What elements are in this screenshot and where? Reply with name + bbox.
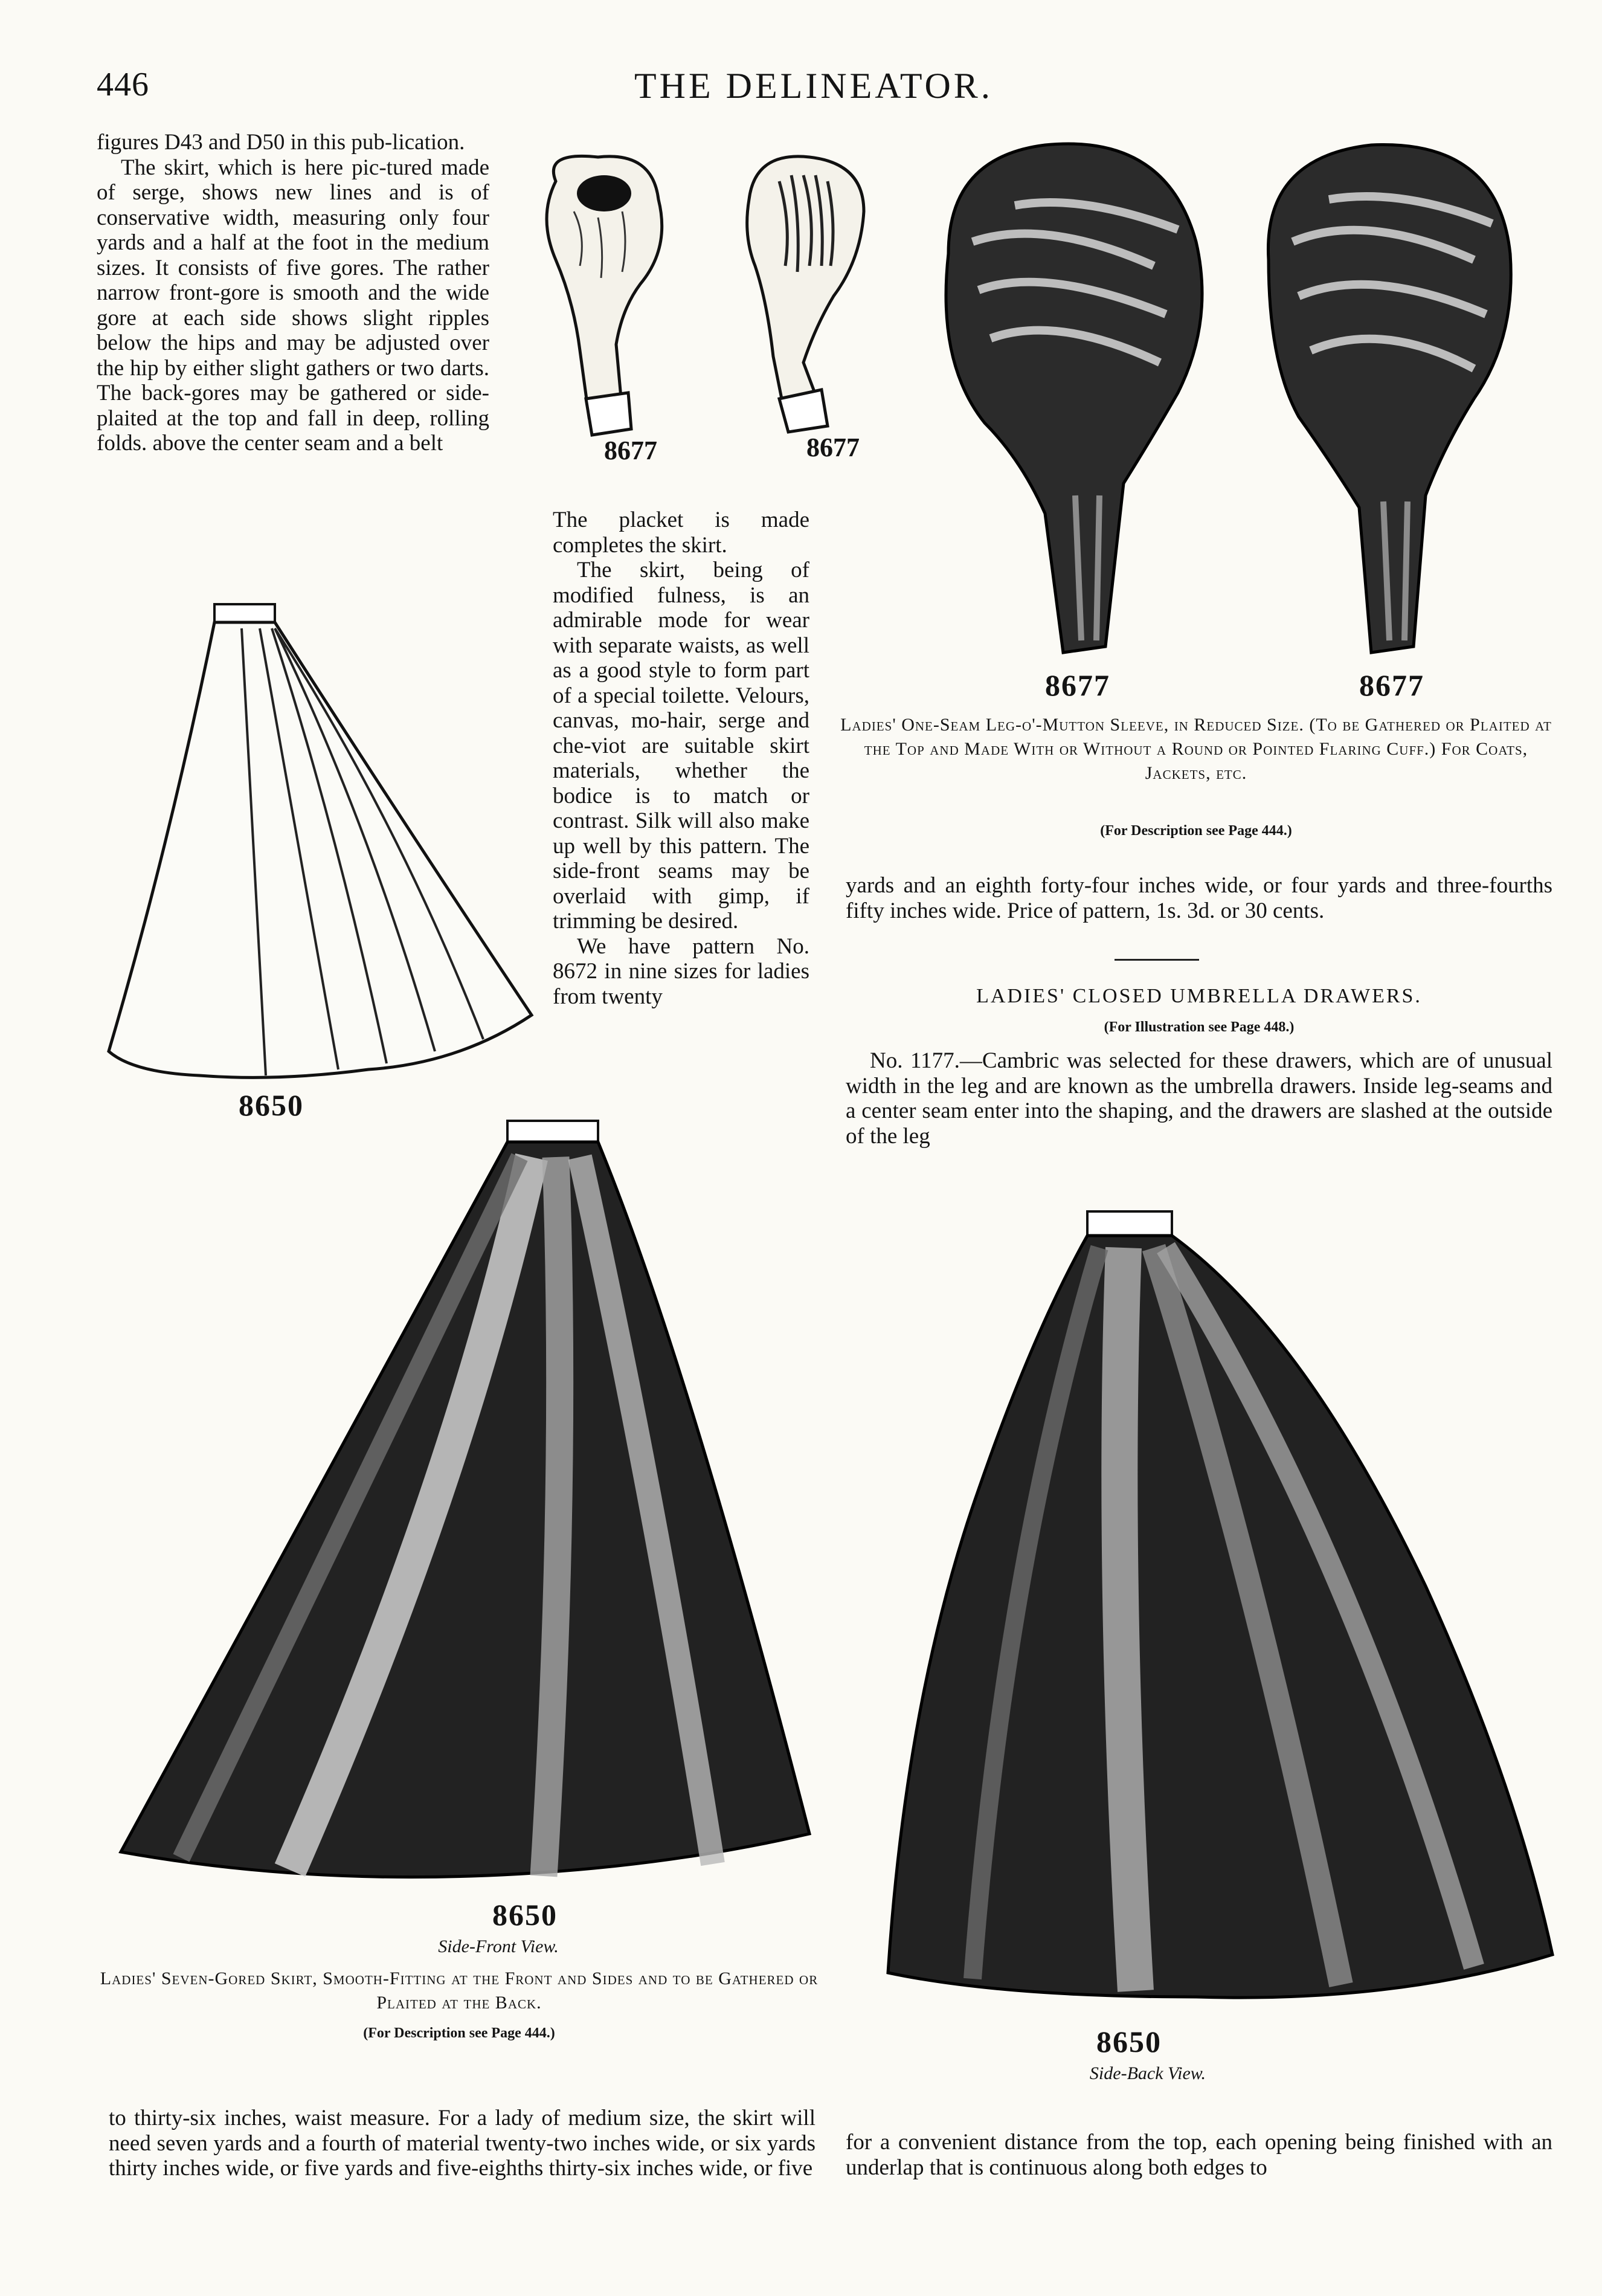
bottom-left-text: to thirty-six inches, waist measure. For a lady of medium size, the skirt will need seven yards and a fourth of material twenty-two inches wide, or six yards thirty inches wide, or five yards and five-eighths thirty-six inches wide, or five: [109, 2106, 815, 2181]
middle-paragraph-1: The placket is made completes the skirt.: [553, 508, 809, 558]
figure-label-sleeve-small-2: 8677: [806, 433, 860, 462]
figure-label-sleeve-large-2: 8677: [1359, 668, 1424, 702]
figure-label-skirt-front: 8650: [492, 1898, 558, 1932]
skirt-small-illustration: [97, 604, 550, 1094]
middle-paragraph-2: The skirt, being of modified fulness, is an admirable mode for wear with separate waists, as well as a good style to form part of a special toilette. Velours, canvas, mo-hair, serge and che-viot are suitable skirt materials, whether the bodice is to match or contrast. Silk will also make up well by this pattern. The side-front seams may be overlaid with gimp, if trimming be desired.: [553, 558, 809, 934]
left-paragraph-1: figures D43 and D50 in this pub-lication.: [97, 130, 465, 155]
sleeve-small-back-illustration: [731, 145, 876, 441]
figure-label-skirt-back: 8650: [1096, 2025, 1162, 2059]
skirt-description-ref: (For Description see Page 444.): [363, 2025, 555, 2041]
skirt-caption: Ladies' Seven-Gored Skirt, Smooth-Fitting at the Front and Sides and to be Gathered or Plaited at the Back.: [100, 1969, 819, 2013]
figure-label-skirt-small: 8650: [239, 1088, 304, 1122]
bottom-right-text: for a convenient distance from the top, each opening being finished with an underlap that is continuous along both edges to: [846, 2130, 1552, 2180]
drawers-illustration-ref: (For Illustration see Page 448.): [1104, 1019, 1295, 1035]
middle-paragraph-3: We have pattern No. 8672 in nine sizes for ladies from twenty: [553, 934, 809, 1009]
skirt-front-view-label: Side-Front View.: [438, 1936, 559, 1956]
section-divider: [1115, 959, 1199, 961]
figure-label-sleeve-large-1: 8677: [1045, 668, 1110, 702]
skirt-back-illustration: [882, 1211, 1559, 2003]
drawers-body: No. 1177.—Cambric was selected for these drawers, which are of unusual width in the leg and are known as the umbrella drawers. Inside leg-seams and a center seam enter into the shaping, and the drawers are slashed at the outside of the leg: [846, 1048, 1552, 1149]
left-column: [97, 130, 489, 456]
page-title: THE DELINEATOR.: [634, 66, 993, 106]
right-column: [846, 873, 1552, 923]
sleeve-large-front-illustration: [924, 121, 1214, 665]
sleeve-caption: Ladies' One-Seam Leg-o'-Mutton Sleeve, in Reduced Size. (To be Gathered or Plaited at the Top and Made With or Without a Round or Pointed Flaring Cuff.) For Coats, Jackets, etc.: [840, 715, 1552, 783]
sleeve-description-ref: (For Description see Page 444.): [1100, 823, 1292, 839]
sleeve-small-front-illustration: [532, 145, 677, 441]
middle-column: [553, 508, 809, 1009]
right-paragraph-1: yards and an eighth forty-four inches wide, or four yards and three-fourths fifty inches wide. Price of pattern, 1s. 3d. or 30 cents.: [846, 873, 1552, 923]
figure-label-sleeve-small-1: 8677: [604, 436, 657, 465]
page-number: 446: [97, 66, 149, 103]
left-paragraph-2: The skirt, which is here pic-tured made of serge, shows new lines and is of conservative width, measuring only four yards and a half at the foot in the medium sizes. It consists of five gores. The rather narrow front-gore is smooth and the wide gore at each side shows slight ripples below the hips and may be adjusted over the hip by either slight gathers or two darts. The back-gores may be gathered or side-plaited at the top and fall in deep, rolling folds. above the center seam and a belt: [97, 155, 489, 456]
sleeve-large-back-illustration: [1244, 121, 1522, 665]
drawers-heading: LADIES' CLOSED UMBRELLA DRAWERS.: [976, 985, 1422, 1007]
skirt-back-view-label: Side-Back View.: [1089, 2063, 1206, 2083]
skirt-front-illustration: [109, 1121, 834, 1888]
